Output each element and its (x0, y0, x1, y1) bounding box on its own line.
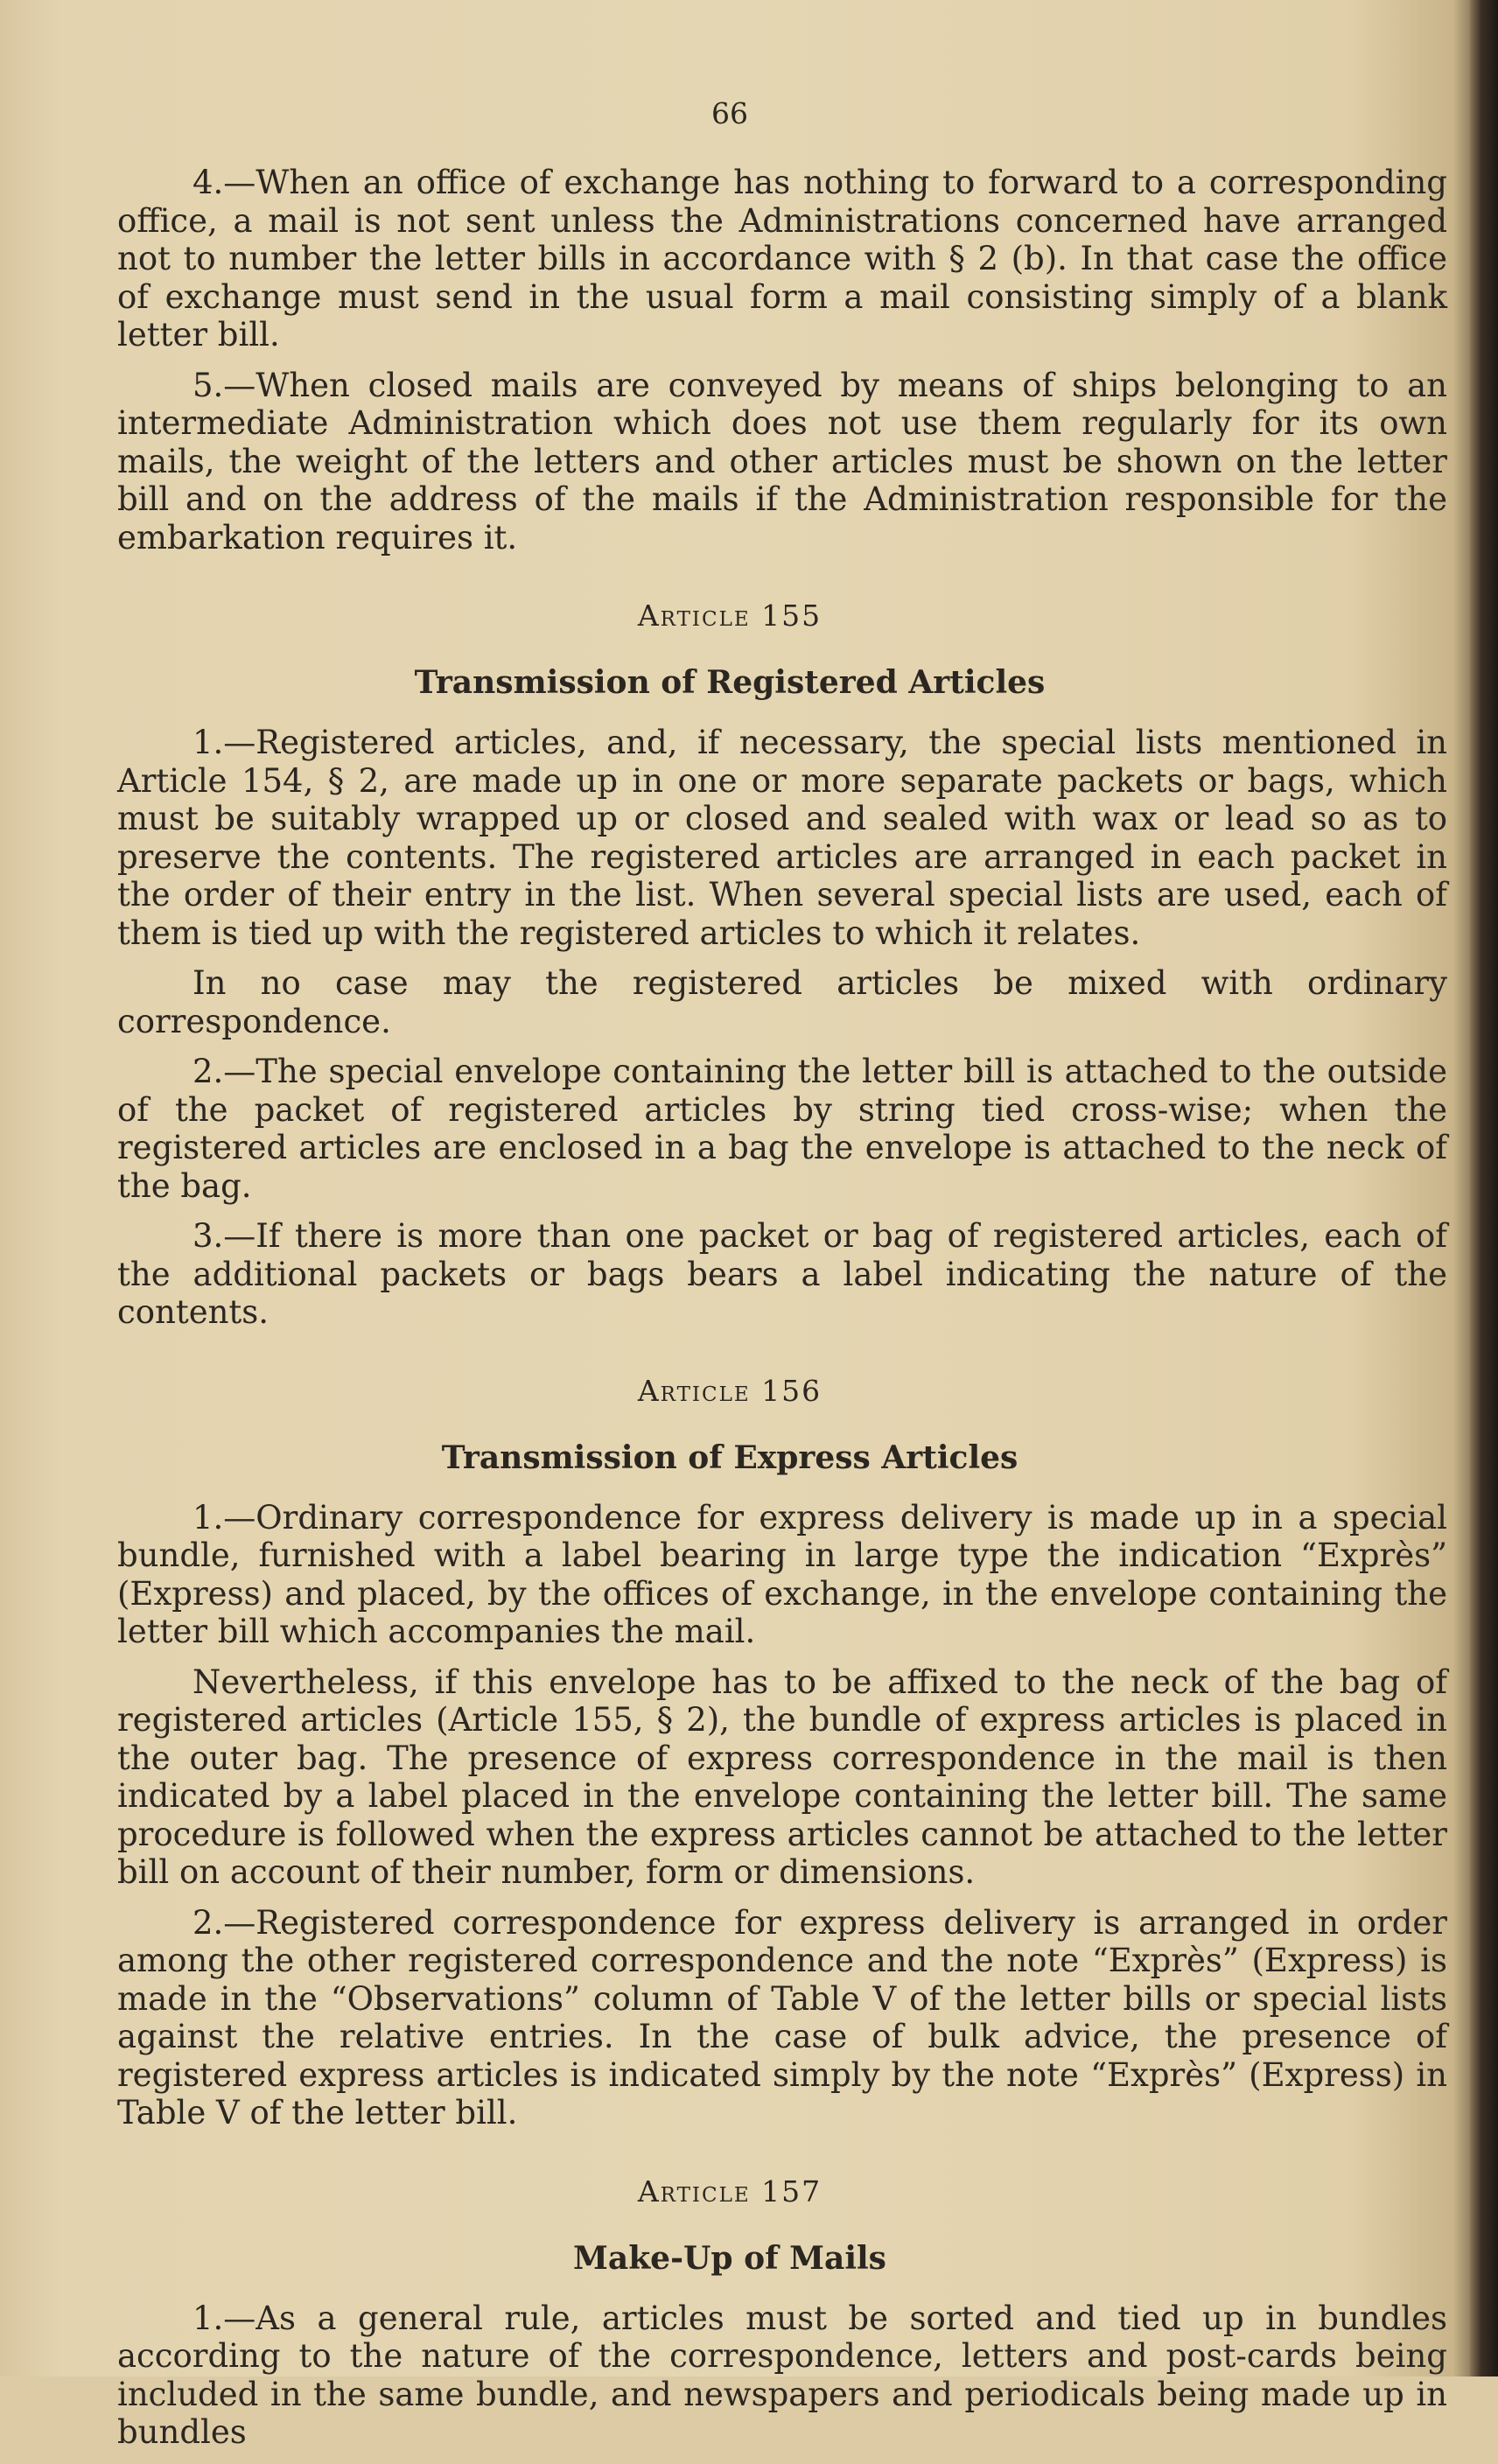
book-spine (1470, 0, 1498, 2376)
paragraph: Nevertheless, if this envelope has to be affixed to the neck of the bag of registered articles (Article 155, § 2), the bundle of express articles is placed in the outer bag. The presence of express correspondence in the mail is then indicated by a label placed in the envelope containing the letter bill. The same procedure is followed when the express articles cannot be attached to the letter bill on account of their number, form or dimensions. (117, 1662, 1447, 1891)
article-156-title: Transmission of Express Articles (441, 1438, 1018, 1476)
paragraph: 1.—As a general rule, articles must be sorted and tied up in bundles according to the nature of the correspondence, letters and post-cards being included in the same bundle, and newspapers and periodicals being made up in bundles (117, 2299, 1447, 2451)
paragraph: 3.—If there is more than one packet or bag of registered articles, each of the additional packets or bags bears a label indicating the nature of the contents. (117, 1217, 1447, 1331)
paragraph: 2.—The special envelope containing the letter bill is attached to the outside of the packet of registered articles by string tied cross-wise; when the registered articles are enclosed in a bag the envelope is attached to the neck of the bag. (117, 1053, 1447, 1205)
paragraph: 5.—When closed mails are conveyed by means of ships belonging to an intermediate Administration which does not use them regularly for its own mails, the weight of the letters and other articles must be shown on the letter bill and on the address of the mails if the Administration responsible for the embarkation requires it. (117, 366, 1447, 556)
article-157-label: Article 157 (637, 2174, 822, 2208)
article-155-title: Transmission of Registered Articles (414, 664, 1046, 701)
paragraph: 2.—Registered correspondence for express delivery is arranged in order among the other registered correspondence and the note “Exprès” (Express) is made in the “Observations” column of Table V of the letter bills or special lists against the relative entries. In the case of bulk advice, the presence of registered express articles is indicated simply by the note “Exprès” (Express) in Table V of the letter bill. (117, 1903, 1447, 2132)
page-number: 66 (711, 96, 748, 130)
article-156-label: Article 156 (637, 1373, 822, 1408)
article-155-label: Article 155 (637, 598, 822, 633)
article-157-title: Make-Up of Mails (573, 2239, 886, 2277)
paragraph: 1.—Registered articles, and, if necessary, the special lists mentioned in Article 154, § 2, are made up in one or more separate packets or bags, which must be suitably wrapped up or closed and sealed with wax or lead so as to preserve the contents. The registered articles are arranged in each packet in the order of their entry in the list. When several special lists are used, each of them is tied up with the registered articles to which it relates. (117, 724, 1447, 952)
paragraph: 4.—When an office of exchange has nothing to forward to a corresponding office, a mail is not sent unless the Administrations concerned have arranged not to number the letter bills in accordance with § 2 (b). In that case the office of exchange must send in the usual form a mail consisting simply of a blank letter bill. (117, 164, 1447, 354)
paragraph: 1.—Ordinary correspondence for express delivery is made up in a special bundle, furnished with a label bearing in large type the indication “Exprès” (Express) and placed, by the offices of exchange, in the envelope containing the letter bill which accompanies the mail. (117, 1498, 1447, 1650)
page-content (117, 96, 1447, 2464)
paragraph: In no case may the registered articles be mixed with ordinary correspondence. (117, 964, 1447, 1040)
